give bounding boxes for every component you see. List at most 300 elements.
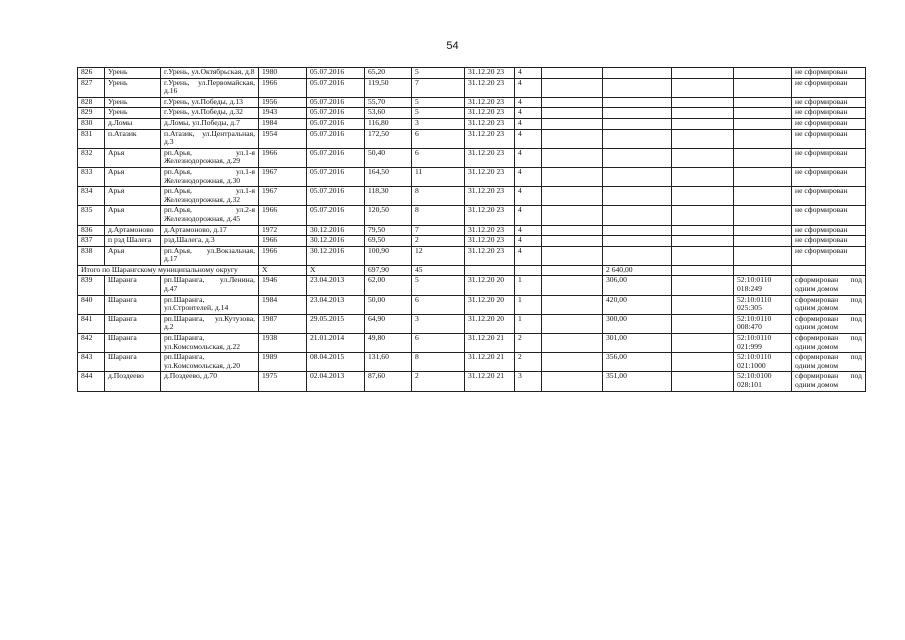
cell-c11: [603, 68, 672, 79]
cell-status: не сформирован: [792, 187, 866, 206]
cell-c13: [734, 97, 792, 108]
cell-address: рп.Арья, ул.2-я Железнодорожная, д.45: [161, 206, 259, 225]
cell-address: п.Атазик, ул.Центральная, д.3: [161, 129, 259, 148]
cell-status: не сформирован: [792, 167, 866, 186]
cell-settlement: д.Поздеево: [105, 372, 161, 391]
cell-residents: 5: [412, 276, 465, 295]
cell-c13: [734, 129, 792, 148]
cell-settlement: Шаранга: [105, 295, 161, 314]
cell-c12: [672, 68, 734, 79]
cell-c9: 1: [515, 276, 542, 295]
cell-settlement: Шаранга: [105, 353, 161, 372]
cell-date: 30.12.2016: [307, 246, 365, 265]
cell-area: 50,00: [365, 295, 412, 314]
table-row: [78, 108, 866, 119]
subtotal-label: Итого по Шарангскому муниципальному округу: [78, 265, 259, 276]
table-row: [78, 187, 866, 206]
cell-num: 837: [78, 236, 105, 247]
cell-date: 05.07.2016: [307, 167, 365, 186]
cell-area: 118,30: [365, 187, 412, 206]
cell-settlement: Урень: [105, 78, 161, 97]
table-row: [78, 118, 866, 129]
subtotal-residents: 45: [412, 265, 465, 276]
cell-c12: [672, 129, 734, 148]
cell-status: сформирован под одним домом: [792, 314, 866, 333]
cell-status: сформирован под одним домом: [792, 295, 866, 314]
cell-num: 828: [78, 97, 105, 108]
cell-c9: 4: [515, 246, 542, 265]
cell-deadline: 31.12.20 23: [465, 246, 515, 265]
cell-address: рп.Шаранга, ул.Комсомольская, д.22: [161, 334, 259, 353]
cell-area: 79,50: [365, 225, 412, 236]
cell-c10: [542, 276, 603, 295]
cell-status: сформирован под одним домом: [792, 372, 866, 391]
cell-settlement: Урень: [105, 97, 161, 108]
cell-address: рп.Шаранга, ул.Строителей, д.14: [161, 295, 259, 314]
cell-c12: [672, 225, 734, 236]
cell-c10: [542, 97, 603, 108]
cell-area: 100,90: [365, 246, 412, 265]
cell-c13: 52:10:0110 008:470: [734, 314, 792, 333]
cell-c13: [734, 68, 792, 79]
cell-settlement: Шаранга: [105, 314, 161, 333]
cell-c9: 2: [515, 353, 542, 372]
cell-c10: [542, 78, 603, 97]
cell-deadline: 31.12.20 23: [465, 236, 515, 247]
cell-status: не сформирован: [792, 118, 866, 129]
cell-c13: 52:10:0110 021:999: [734, 334, 792, 353]
cell-residents: 2: [412, 236, 465, 247]
cell-date: 05.07.2016: [307, 206, 365, 225]
cell-c10: [542, 148, 603, 167]
cell-c12: [672, 167, 734, 186]
cell-c9: 4: [515, 148, 542, 167]
table-row: [78, 372, 866, 391]
cell-c10: [542, 68, 603, 79]
subtotal-area: 697,90: [365, 265, 412, 276]
cell-c9: 4: [515, 225, 542, 236]
cell-num: 826: [78, 68, 105, 79]
cell-c11: [603, 187, 672, 206]
cell-area: 50,40: [365, 148, 412, 167]
cell-c12: [672, 295, 734, 314]
cell-settlement: Арья: [105, 206, 161, 225]
page-number: 54: [446, 40, 459, 52]
cell-area: 116,80: [365, 118, 412, 129]
cell-deadline: 31.12.20 23: [465, 97, 515, 108]
cell-c13: 52:10:0110 025:305: [734, 295, 792, 314]
cell-c11: [603, 148, 672, 167]
cell-year: 1943: [259, 108, 307, 119]
cell-num: 840: [78, 295, 105, 314]
cell-c10: [542, 118, 603, 129]
cell-status: сформирован под одним домом: [792, 353, 866, 372]
cell-residents: 6: [412, 148, 465, 167]
cell-date: 29.05.2015: [307, 314, 365, 333]
cell-c11: 420,00: [603, 295, 672, 314]
cell-residents: 5: [412, 97, 465, 108]
cell-settlement: Арья: [105, 167, 161, 186]
cell-c9: 4: [515, 78, 542, 97]
cell-c9: 1: [515, 314, 542, 333]
cell-num: 836: [78, 225, 105, 236]
cell-area: 69,50: [365, 236, 412, 247]
cell-c12: [672, 206, 734, 225]
cell-c11: [603, 225, 672, 236]
cell-num: 842: [78, 334, 105, 353]
cell-deadline: 31.12.20 23: [465, 148, 515, 167]
cell-c9: 4: [515, 206, 542, 225]
subtotal-empty: [542, 265, 603, 276]
cell-c12: [672, 78, 734, 97]
subtotal-empty: [792, 265, 866, 276]
cell-c13: 52:10:0100 028:101: [734, 372, 792, 391]
table-row: [78, 148, 866, 167]
cell-status: сформирован под одним домом: [792, 334, 866, 353]
cell-c10: [542, 295, 603, 314]
cell-num: 835: [78, 206, 105, 225]
cell-c12: [672, 276, 734, 295]
cell-address: рп.Арья, ул.1-я Железнодорожная, д.30: [161, 167, 259, 186]
cell-c10: [542, 334, 603, 353]
cell-date: 05.07.2016: [307, 187, 365, 206]
cell-settlement: Урень: [105, 68, 161, 79]
cell-c9: 4: [515, 97, 542, 108]
cell-c11: 351,00: [603, 372, 672, 391]
cell-c13: [734, 236, 792, 247]
cell-residents: 12: [412, 246, 465, 265]
cell-c12: [672, 148, 734, 167]
table-body-urensky: [78, 68, 866, 266]
cell-num: 834: [78, 187, 105, 206]
cell-deadline: 31.12.20 23: [465, 187, 515, 206]
cell-status: не сформирован: [792, 108, 866, 119]
subtotal-section: [78, 265, 866, 276]
cell-date: 21.01.2014: [307, 334, 365, 353]
cell-c10: [542, 187, 603, 206]
cell-settlement: Шаранга: [105, 276, 161, 295]
cell-deadline: 31.12.20 23: [465, 129, 515, 148]
cell-status: не сформирован: [792, 206, 866, 225]
cell-year: 1980: [259, 68, 307, 79]
cell-residents: 6: [412, 295, 465, 314]
cell-settlement: д.Артамоново: [105, 225, 161, 236]
register-table: [77, 67, 866, 392]
cell-date: 23.04.2013: [307, 276, 365, 295]
table-row: [78, 97, 866, 108]
cell-c10: [542, 206, 603, 225]
cell-deadline: 31.12.20 21: [465, 372, 515, 391]
cell-c9: 4: [515, 118, 542, 129]
cell-status: не сформирован: [792, 246, 866, 265]
cell-date: 08.04.2015: [307, 353, 365, 372]
cell-year: 1938: [259, 334, 307, 353]
cell-c11: [603, 167, 672, 186]
cell-num: 830: [78, 118, 105, 129]
table-row: [78, 78, 866, 97]
cell-deadline: 31.12.20 23: [465, 167, 515, 186]
cell-num: 843: [78, 353, 105, 372]
cell-c9: 4: [515, 108, 542, 119]
cell-year: 1989: [259, 353, 307, 372]
cell-address: рп.Арья, ул.1-я Железнодорожная, д.32: [161, 187, 259, 206]
cell-area: 53,60: [365, 108, 412, 119]
cell-settlement: Арья: [105, 148, 161, 167]
table-body-sharangsky: [78, 276, 866, 391]
cell-year: 1987: [259, 314, 307, 333]
cell-c10: [542, 225, 603, 236]
cell-year: 1967: [259, 167, 307, 186]
cell-residents: 3: [412, 314, 465, 333]
table-row: [78, 225, 866, 236]
cell-deadline: 31.12.20 23: [465, 108, 515, 119]
cell-settlement: Арья: [105, 187, 161, 206]
cell-area: 120,50: [365, 206, 412, 225]
cell-c9: 4: [515, 167, 542, 186]
cell-c12: [672, 108, 734, 119]
cell-address: рп.Шаранга, ул.Ленина, д.47: [161, 276, 259, 295]
cell-c10: [542, 129, 603, 148]
cell-year: 1966: [259, 206, 307, 225]
subtotal-year: X: [259, 265, 307, 276]
cell-c10: [542, 372, 603, 391]
cell-address: рп.Шаранга, ул.Комсомольская, д.20: [161, 353, 259, 372]
cell-c9: 2: [515, 334, 542, 353]
cell-deadline: 31.12.20 20: [465, 295, 515, 314]
table-row: [78, 334, 866, 353]
cell-num: 827: [78, 78, 105, 97]
cell-year: 1954: [259, 129, 307, 148]
cell-area: 55,70: [365, 97, 412, 108]
cell-status: не сформирован: [792, 225, 866, 236]
cell-status: сформирован под одним домом: [792, 276, 866, 295]
cell-c10: [542, 108, 603, 119]
cell-year: 1966: [259, 78, 307, 97]
subtotal-row: [78, 265, 866, 276]
cell-area: 172,50: [365, 129, 412, 148]
cell-c11: [603, 78, 672, 97]
cell-date: 05.07.2016: [307, 108, 365, 119]
cell-c10: [542, 236, 603, 247]
cell-c12: [672, 187, 734, 206]
cell-num: 831: [78, 129, 105, 148]
cell-num: 844: [78, 372, 105, 391]
cell-num: 833: [78, 167, 105, 186]
cell-year: 1984: [259, 295, 307, 314]
cell-area: 87,60: [365, 372, 412, 391]
cell-status: не сформирован: [792, 148, 866, 167]
cell-num: 838: [78, 246, 105, 265]
subtotal-empty: [515, 265, 542, 276]
table-row: [78, 206, 866, 225]
cell-c13: [734, 187, 792, 206]
cell-c13: [734, 167, 792, 186]
table-row: [78, 353, 866, 372]
cell-residents: 8: [412, 353, 465, 372]
cell-deadline: 31.12.20 20: [465, 276, 515, 295]
cell-deadline: 31.12.20 23: [465, 68, 515, 79]
cell-c11: [603, 97, 672, 108]
cell-deadline: 31.12.20 21: [465, 353, 515, 372]
cell-address: рп.Арья, ул.Вокзальная, д.17: [161, 246, 259, 265]
cell-area: 62,00: [365, 276, 412, 295]
cell-c12: [672, 314, 734, 333]
cell-c9: 4: [515, 236, 542, 247]
cell-area: 131,60: [365, 353, 412, 372]
cell-area: 49,80: [365, 334, 412, 353]
cell-address: рп.Арья, ул.1-я Железнодорожная, д.29: [161, 148, 259, 167]
cell-residents: 6: [412, 334, 465, 353]
cell-residents: 3: [412, 118, 465, 129]
table-row: [78, 295, 866, 314]
cell-c10: [542, 246, 603, 265]
cell-c13: [734, 108, 792, 119]
cell-address: д.Ломы, ул.Победы, д.7: [161, 118, 259, 129]
cell-residents: 8: [412, 206, 465, 225]
cell-c13: 52:10:0110 018:249: [734, 276, 792, 295]
subtotal-cost: 2 640,00: [603, 265, 672, 276]
cell-deadline: 31.12.20 20: [465, 314, 515, 333]
subtotal-date: X: [307, 265, 365, 276]
cell-date: 30.12.2016: [307, 236, 365, 247]
cell-date: 05.07.2016: [307, 118, 365, 129]
cell-date: 05.07.2016: [307, 68, 365, 79]
cell-c9: 4: [515, 129, 542, 148]
cell-date: 23.04.2013: [307, 295, 365, 314]
subtotal-empty: [672, 265, 734, 276]
cell-c11: [603, 129, 672, 148]
cell-residents: 7: [412, 225, 465, 236]
subtotal-empty: [734, 265, 792, 276]
cell-date: 05.07.2016: [307, 148, 365, 167]
cell-address: г.Урень, ул.Октябрьская, д.8: [161, 68, 259, 79]
cell-year: 1975: [259, 372, 307, 391]
cell-residents: 5: [412, 108, 465, 119]
cell-date: 05.07.2016: [307, 97, 365, 108]
cell-year: 1966: [259, 148, 307, 167]
cell-c13: [734, 206, 792, 225]
cell-address: д.Артамоново, д.17: [161, 225, 259, 236]
subtotal-empty: [465, 265, 515, 276]
cell-c13: [734, 118, 792, 129]
cell-c13: 52:10:0110 021:1000: [734, 353, 792, 372]
cell-status: не сформирован: [792, 236, 866, 247]
cell-year: 1984: [259, 118, 307, 129]
cell-c12: [672, 236, 734, 247]
cell-settlement: Шаранга: [105, 334, 161, 353]
cell-c12: [672, 246, 734, 265]
cell-year: 1967: [259, 187, 307, 206]
cell-address: г.Урень, ул.Первомайская, д.16: [161, 78, 259, 97]
cell-year: 1956: [259, 97, 307, 108]
cell-status: не сформирован: [792, 78, 866, 97]
cell-c10: [542, 353, 603, 372]
cell-residents: 11: [412, 167, 465, 186]
cell-c11: [603, 246, 672, 265]
cell-c10: [542, 167, 603, 186]
cell-num: 832: [78, 148, 105, 167]
cell-status: не сформирован: [792, 97, 866, 108]
cell-date: 30.12.2016: [307, 225, 365, 236]
cell-c11: 300,00: [603, 314, 672, 333]
cell-c9: 3: [515, 372, 542, 391]
cell-c11: 306,00: [603, 276, 672, 295]
table-row: [78, 68, 866, 79]
cell-c11: [603, 206, 672, 225]
cell-c11: [603, 236, 672, 247]
cell-settlement: п.Атазик: [105, 129, 161, 148]
cell-c11: 301,00: [603, 334, 672, 353]
cell-c12: [672, 353, 734, 372]
cell-settlement: Арья: [105, 246, 161, 265]
table-row: [78, 167, 866, 186]
cell-deadline: 31.12.20 21: [465, 334, 515, 353]
cell-c9: 4: [515, 68, 542, 79]
table-row: [78, 314, 866, 333]
cell-address: г.Урень, ул.Победы, д.32: [161, 108, 259, 119]
cell-c11: [603, 108, 672, 119]
cell-deadline: 31.12.20 23: [465, 118, 515, 129]
cell-c12: [672, 372, 734, 391]
cell-year: 1972: [259, 225, 307, 236]
cell-deadline: 31.12.20 23: [465, 206, 515, 225]
table-row: [78, 276, 866, 295]
cell-c12: [672, 97, 734, 108]
cell-settlement: п рзд Шалега: [105, 236, 161, 247]
cell-num: 839: [78, 276, 105, 295]
cell-num: 841: [78, 314, 105, 333]
table-row: [78, 246, 866, 265]
cell-c11: 356,00: [603, 353, 672, 372]
cell-c12: [672, 118, 734, 129]
table-row: [78, 236, 866, 247]
cell-year: 1966: [259, 246, 307, 265]
cell-num: 829: [78, 108, 105, 119]
cell-c10: [542, 314, 603, 333]
cell-date: 02.04.2013: [307, 372, 365, 391]
cell-settlement: Урень: [105, 108, 161, 119]
cell-c13: [734, 246, 792, 265]
cell-date: 05.07.2016: [307, 129, 365, 148]
cell-deadline: 31.12.20 23: [465, 78, 515, 97]
cell-address: г.Урень, ул.Победы, д.13: [161, 97, 259, 108]
cell-residents: 6: [412, 129, 465, 148]
cell-residents: 5: [412, 68, 465, 79]
cell-c13: [734, 225, 792, 236]
cell-address: рзд.Шалега, д.3: [161, 236, 259, 247]
table-row: [78, 129, 866, 148]
cell-area: 119,50: [365, 78, 412, 97]
cell-status: не сформирован: [792, 129, 866, 148]
cell-c12: [672, 334, 734, 353]
cell-status: не сформирован: [792, 68, 866, 79]
cell-c9: 1: [515, 295, 542, 314]
cell-settlement: д.Ломы: [105, 118, 161, 129]
cell-c11: [603, 118, 672, 129]
cell-address: рп.Шаранга, ул.Кутузова, д.2: [161, 314, 259, 333]
cell-date: 05.07.2016: [307, 78, 365, 97]
cell-year: 1946: [259, 276, 307, 295]
cell-area: 65,20: [365, 68, 412, 79]
cell-area: 164,50: [365, 167, 412, 186]
cell-c13: [734, 78, 792, 97]
cell-c13: [734, 148, 792, 167]
cell-residents: 2: [412, 372, 465, 391]
cell-deadline: 31.12.20 23: [465, 225, 515, 236]
cell-address: д.Поздеево, д.70: [161, 372, 259, 391]
cell-c9: 4: [515, 187, 542, 206]
cell-residents: 8: [412, 187, 465, 206]
